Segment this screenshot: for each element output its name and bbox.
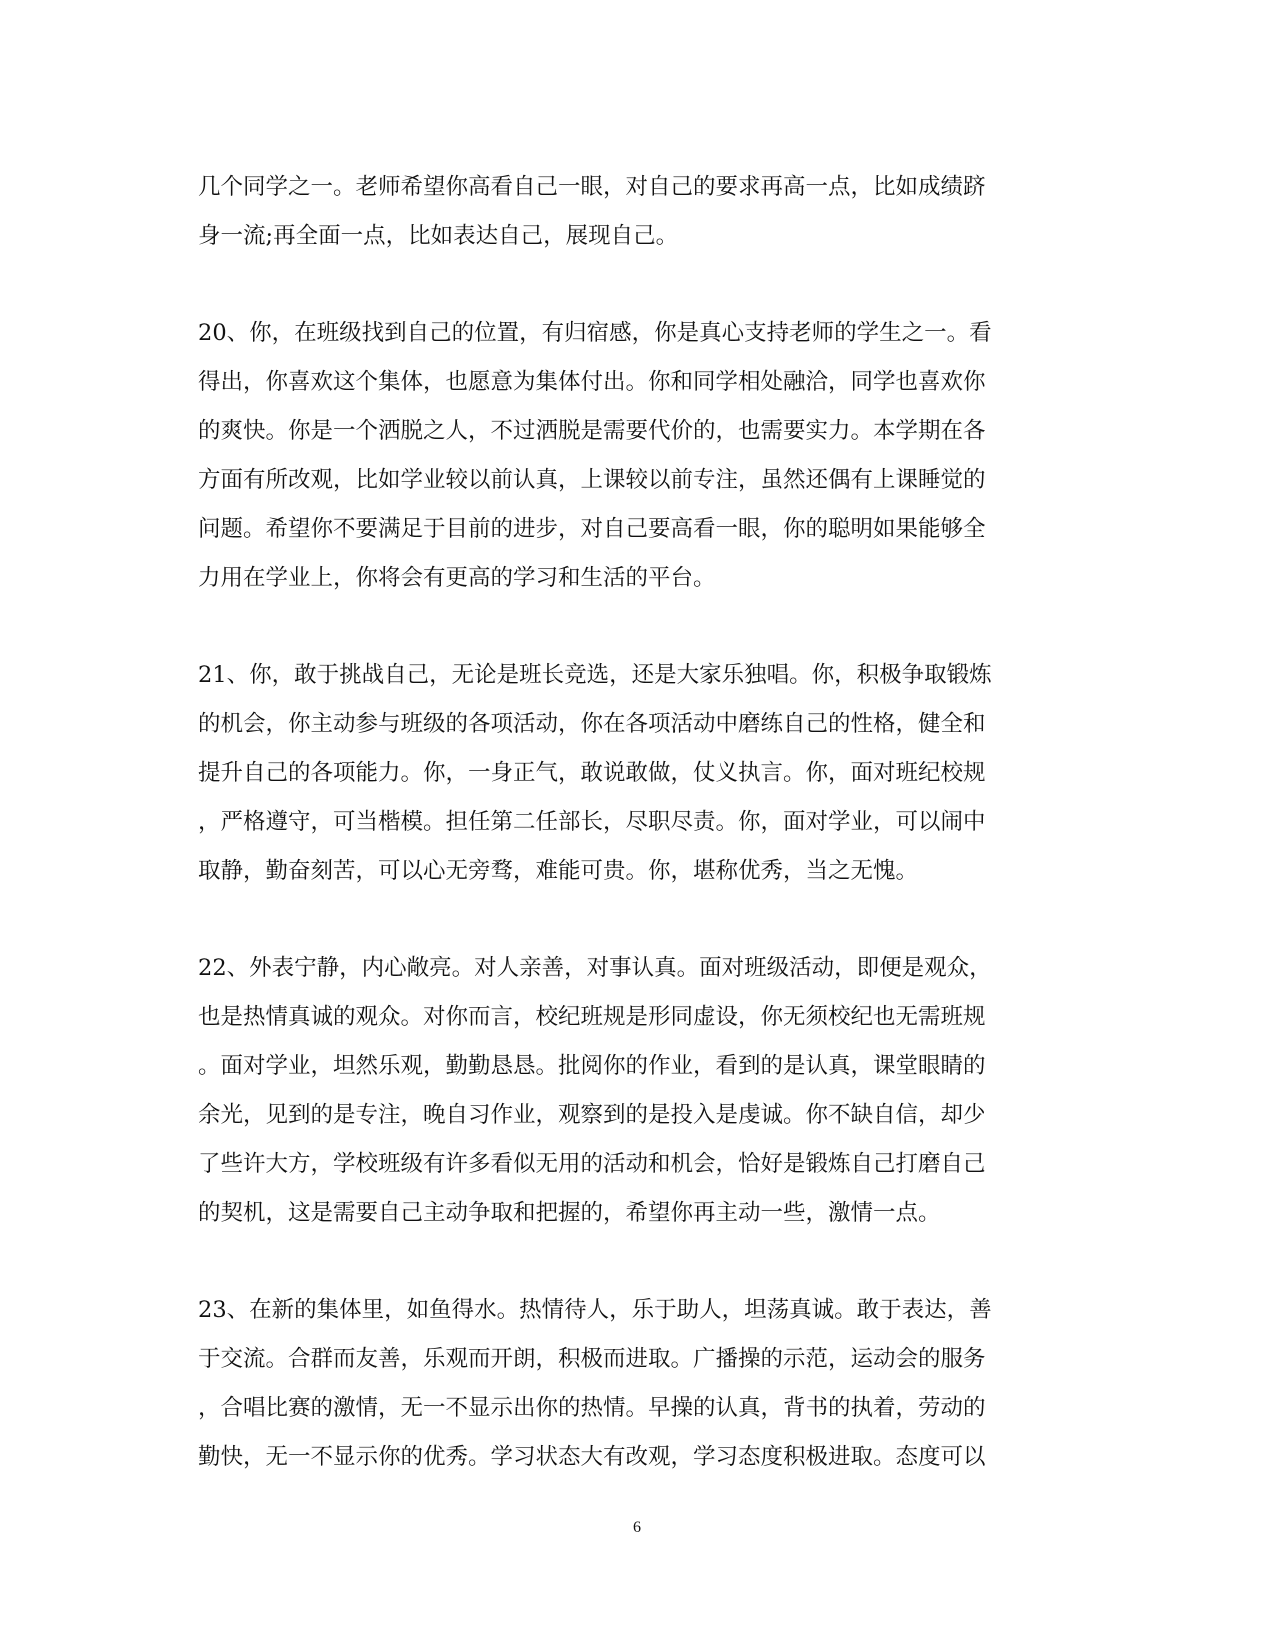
text-line: 21、你，敢于挑战自己，无论是班长竞选，还是大家乐独唱。你，积极争取锻炼 [198,662,992,688]
text-line: 问题。希望你不要满足于目前的进步，对自己要高看一眼，你的聪明如果能够全 [198,516,986,542]
text-line: 余光，见到的是专注，晚自习作业，观察到的是投入是虔诚。你不缺自信，却少 [198,1102,986,1128]
text-line: 提升自己的各项能力。你，一身正气，敢说敢做，仗义执言。你，面对班纪校规 [198,760,986,786]
text-line: 20、你，在班级找到自己的位置，有归宿感，你是真心支持老师的学生之一。看 [198,320,992,346]
text-line: 了些许大方，学校班级有许多看似无用的活动和机会，恰好是锻炼自己打磨自己 [198,1151,986,1177]
text-line: 几个同学之一。老师希望你高看自己一眼，对自己的要求再高一点，比如成绩跻 [198,174,986,200]
page-number: 6 [633,1519,641,1536]
document-body [198,163,1078,1530]
text-line: ，严格遵守，可当楷模。担任第二任部长，尽职尽责。你，面对学业，可以闹中 [198,809,986,835]
text-line: 勤快，无一不显示你的优秀。学习状态大有改观，学习态度积极进取。态度可以 [198,1444,986,1470]
paragraph-23 [198,1286,1078,1482]
text-line: ，合唱比赛的激情，无一不显示出你的热情。早操的认真，背书的执着，劳动的 [198,1395,986,1421]
text-line: 22、外表宁静，内心敞亮。对人亲善，对事认真。面对班级活动，即便是观众， [198,955,992,981]
paragraph-22 [198,944,1078,1238]
text-line: 于交流。合群而友善，乐观而开朗，积极而进取。广播操的示范，运动会的服务 [198,1346,986,1372]
paragraph-continuation [198,163,1078,261]
text-line: 也是热情真诚的观众。对你而言，校纪班规是形同虚设，你无须校纪也无需班规 [198,1004,986,1030]
text-line: 得出，你喜欢这个集体，也愿意为集体付出。你和同学相处融洽，同学也喜欢你 [198,369,986,395]
paragraph-21 [198,651,1078,896]
text-line: 方面有所改观，比如学业较以前认真，上课较以前专注，虽然还偶有上课睡觉的 [198,467,986,493]
text-line: 23、在新的集体里，如鱼得水。热情待人，乐于助人，坦荡真诚。敢于表达，善 [198,1297,992,1323]
text-line: 力用在学业上，你将会有更高的学习和生活的平台。 [198,565,716,591]
text-line: 的契机，这是需要自己主动争取和把握的，希望你再主动一些，激情一点。 [198,1200,941,1226]
text-line: 身一流;再全面一点，比如表达自己，展现自己。 [198,223,679,249]
text-line: 的机会，你主动参与班级的各项活动，你在各项活动中磨练自己的性格，健全和 [198,711,986,737]
text-line: 。面对学业，坦然乐观，勤勤恳恳。批阅你的作业，看到的是认真，课堂眼睛的 [198,1053,986,1079]
text-line: 取静，勤奋刻苦，可以心无旁骛，难能可贵。你，堪称优秀，当之无愧。 [198,858,919,884]
text-line: 的爽快。你是一个洒脱之人，不过洒脱是需要代价的，也需要实力。本学期在各 [198,418,986,444]
paragraph-20 [198,309,1078,603]
